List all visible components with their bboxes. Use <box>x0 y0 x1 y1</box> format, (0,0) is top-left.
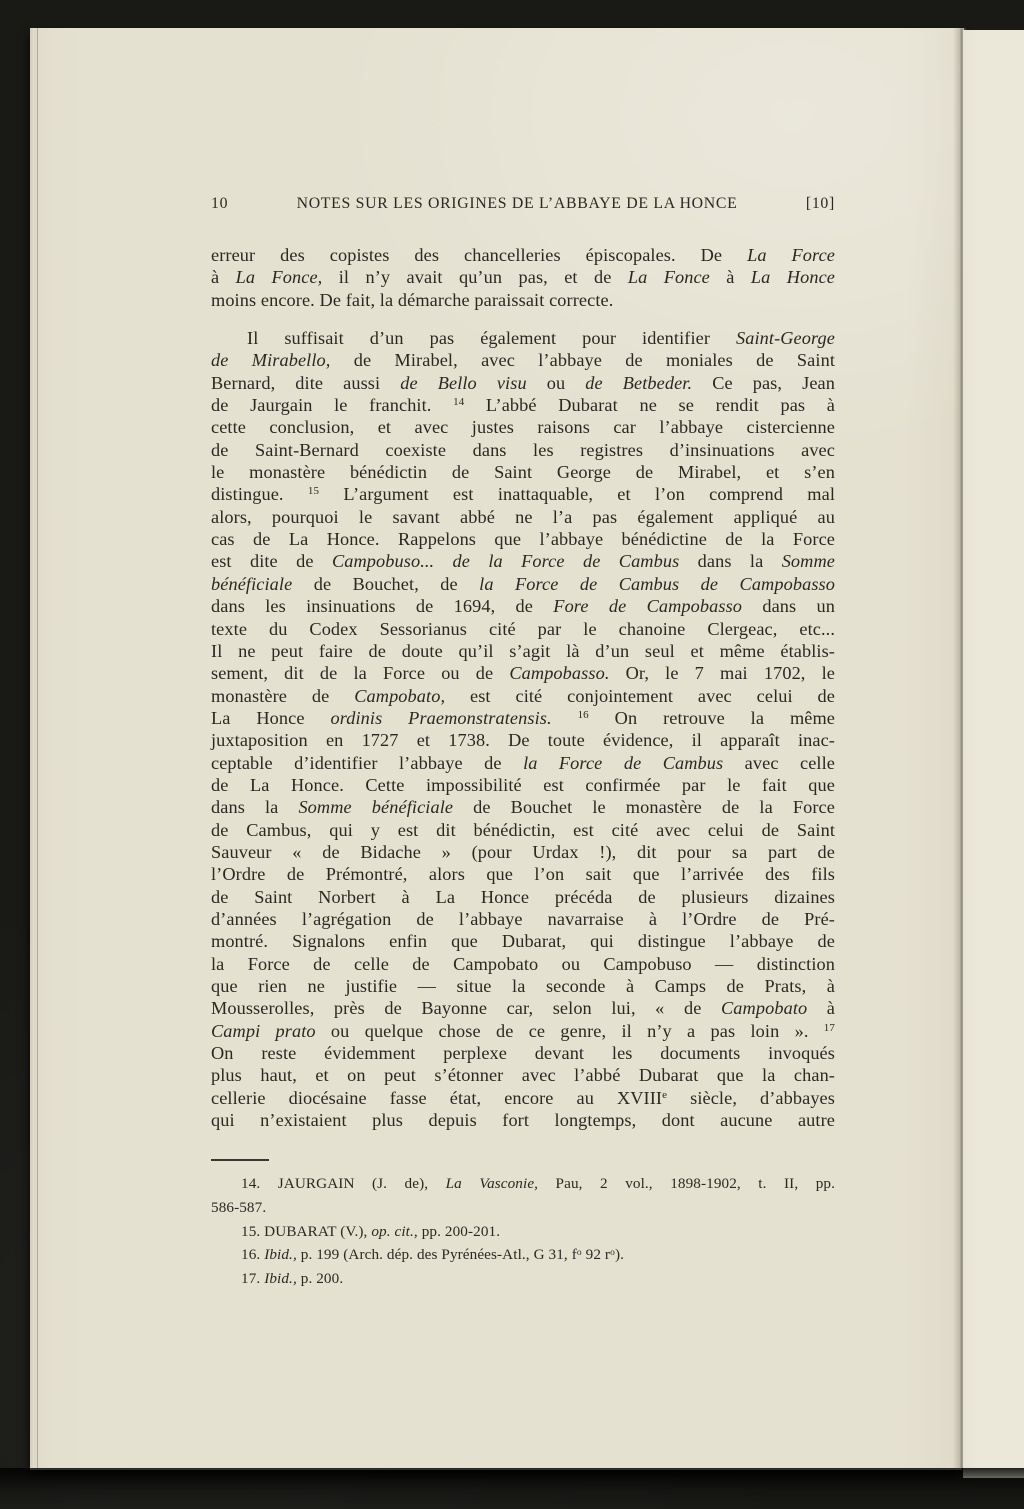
text-segment: siècle, d’abbayes <box>667 1087 835 1108</box>
text-segment: la Force de Cambus <box>523 752 724 773</box>
text-segment: l’Ordre de Prémontré, alors que l’on sait que l’arrivée des fils <box>211 864 835 885</box>
footnote-line <box>211 1243 835 1267</box>
text-line <box>211 528 835 550</box>
text-line <box>211 930 835 952</box>
text-segment: bénéficiale <box>211 573 293 594</box>
text-segment: qui n’existaient plus depuis fort longtemps, dont aucune autre <box>211 1110 835 1131</box>
footnote-line <box>211 1220 835 1244</box>
text-segment: plus haut, et on peut s’étonner avec l’abbé Dubarat que la chan- <box>211 1065 835 1086</box>
text-segment: L’abbé Dubarat ne se rendit pas à <box>464 395 835 416</box>
text-segment: Il ne peut faire de doute qu’il s’agit là d’un seul et même établis- <box>211 640 835 661</box>
text-segment: 16. <box>241 1246 265 1264</box>
text-segment: L’argument est inattaquable, et l’on comprend mal <box>319 484 835 505</box>
text-segment: Campi prato <box>211 1020 316 1041</box>
text-segment: Campobato <box>721 998 808 1019</box>
text-segment: Fore de Campobasso <box>553 596 743 617</box>
text-segment: de Saint-Bernard coexiste dans les registres d’insinuations avec <box>211 439 835 460</box>
text-segment: On retrouve la même <box>588 707 836 728</box>
text-line <box>211 394 835 416</box>
text-segment: distingue. <box>211 484 308 505</box>
text-line <box>211 349 835 371</box>
text-segment: de Bello visu <box>400 372 527 393</box>
text-segment: cette conclusion, et avec justes raisons car l’abbaye cistercienne <box>211 417 835 438</box>
text-segment: de La Honce. Cette impossibilité est confirmée par le fait que <box>211 774 835 795</box>
footnotes <box>211 1172 835 1290</box>
text-segment: Saint-George <box>735 328 835 349</box>
text-segment: Ibid., <box>264 1269 297 1287</box>
text-segment: Mousserolles, près de Bayonne car, selon lui, « de <box>211 998 722 1019</box>
text-segment: de Betbeder. <box>585 372 693 393</box>
text-segment: op. cit., <box>371 1222 418 1240</box>
text-line <box>211 729 835 751</box>
text-segment: est dite de <box>211 551 332 572</box>
header-title: NOTES SUR LES ORIGINES DE L’ABBAYE DE LA HONCE <box>296 195 738 212</box>
text-segment: Campobasso. <box>509 663 610 684</box>
text-line <box>211 439 835 461</box>
text-line <box>211 289 835 311</box>
text-line <box>211 863 835 885</box>
text-segment: On reste évidemment perplexe devant les documents invoqués <box>211 1043 835 1064</box>
text-segment: 17. <box>241 1269 265 1287</box>
text-segment: Somme <box>781 551 835 572</box>
text-segment: texte du Codex Sessorianus cité par le chanoine Clergeac, etc... <box>211 618 835 639</box>
text-segment: cellerie diocésaine fasse état, encore au XVIII <box>211 1087 663 1108</box>
page-content <box>211 194 835 1290</box>
text-segment: de Cambus, qui y est dit bénédictin, est cité avec celui de Saint <box>211 819 835 840</box>
text-line <box>211 886 835 908</box>
text-segment: de Mirabello, <box>211 350 331 371</box>
footnote-line <box>211 1172 835 1196</box>
text-segment: ou <box>526 372 586 393</box>
text-line <box>211 327 835 349</box>
text-line <box>211 244 835 266</box>
text-segment: 14. JAURGAIN (J. de), <box>241 1175 446 1193</box>
footnote-ref: 17 <box>823 1021 835 1034</box>
text-segment: La Honce <box>211 707 331 728</box>
text-segment: est cité conjointement avec celui de <box>445 685 835 706</box>
text-segment: Somme bénéficiale <box>298 797 454 818</box>
text-segment: p. 199 (Arch. dép. des Pyrénées-Atl., G 31, f <box>296 1246 577 1264</box>
text-line <box>211 997 835 1019</box>
text-segment: p. 200. <box>296 1269 344 1287</box>
text-line <box>211 266 835 288</box>
text-line <box>211 819 835 841</box>
text-segment: ). <box>614 1246 625 1264</box>
text-segment: de Saint Norbert à La Honce précéda de plusieurs dizaines <box>211 886 835 907</box>
footnote-line <box>211 1196 835 1220</box>
text-line <box>211 1064 835 1086</box>
text-segment: Campobato, <box>354 685 446 706</box>
text-segment: ceptable d’identifier l’abbaye de <box>211 752 524 773</box>
text-segment: avec celle <box>723 752 836 773</box>
text-segment: à <box>211 267 236 288</box>
text-segment: Ce pas, Jean <box>692 372 835 393</box>
text-line <box>211 461 835 483</box>
text-segment: de Bouchet le monastère de la Force <box>453 797 835 818</box>
text-segment: Campobuso... de la Force de Cambus <box>331 551 680 572</box>
text-segment: erreur des copistes des chancelleries épiscopales. De <box>211 245 748 265</box>
text-line <box>211 908 835 930</box>
footnote-ref: 16 <box>577 708 589 721</box>
text-segment: 92 r <box>581 1246 611 1264</box>
text-line <box>211 707 835 729</box>
text-line <box>211 372 835 394</box>
text-line <box>211 1042 835 1064</box>
text-segment: de Bouchet, de <box>292 573 480 594</box>
text-segment: de Jaurgain le franchit. <box>211 395 454 416</box>
text-segment: La Vasconie, <box>445 1175 539 1193</box>
text-segment: Pau, 2 vol., 1898-1902, t. II, pp. <box>538 1175 835 1193</box>
footnote-ref: 14 <box>453 396 465 409</box>
text-line <box>211 573 835 595</box>
page-bottom-shadow <box>0 1468 1024 1509</box>
footnote-ref: 15 <box>307 485 320 498</box>
text-line <box>211 483 835 505</box>
footnote-ref: e <box>662 1088 668 1101</box>
running-header <box>211 194 835 214</box>
text-segment: la Force de Cambus de Campobasso <box>479 573 835 594</box>
text-segment: sement, dit de la Force ou de <box>211 663 510 684</box>
text-segment: cas de La Honce. Rappelons que l’abbaye bénédictine de la Force <box>211 529 835 550</box>
text-segment: 15. DUBARAT (V.), <box>241 1222 372 1240</box>
footnote-rule <box>211 1159 269 1161</box>
text-segment: Ibid., <box>264 1246 297 1264</box>
text-line <box>211 550 835 572</box>
text-line <box>211 796 835 818</box>
text-line <box>211 975 835 997</box>
text-segment: le monastère bénédictin de Saint George de Mirabel, et s’en <box>211 462 835 483</box>
text-line <box>211 1087 835 1109</box>
page-stack-edge <box>37 28 38 1468</box>
page-stack-edge <box>33 28 34 1468</box>
text-segment: Il suffisait d’un pas également pour identifier <box>247 328 736 349</box>
body-text <box>211 244 835 1131</box>
text-segment: moins encore. De fait, la démarche paraissait correcte. <box>211 289 614 310</box>
text-line <box>211 1109 835 1131</box>
text-segment: Bernard, dite aussi <box>211 372 401 393</box>
text-segment: dans la <box>211 797 299 818</box>
text-line <box>211 1020 835 1042</box>
footnote-line <box>211 1267 835 1291</box>
next-page-edge <box>963 30 1024 1476</box>
text-line <box>211 774 835 796</box>
text-segment: monastère de <box>211 685 355 706</box>
text-segment <box>552 708 578 728</box>
text-segment: d’années l’agrégation de l’abbaye navarraise à l’Ordre de Pré- <box>211 908 835 929</box>
text-segment: alors, pourquoi le savant abbé ne l’a pas également appliqué au <box>211 506 835 527</box>
text-segment: La Honce <box>750 267 835 288</box>
text-line <box>211 416 835 438</box>
text-line <box>211 685 835 707</box>
text-line <box>211 841 835 863</box>
text-segment: ou quelque chose de ce genre, il n’y a pas loin ». <box>315 1020 824 1041</box>
footnote-ref: o <box>610 1248 615 1259</box>
text-line <box>211 618 835 640</box>
text-line <box>211 662 835 684</box>
text-segment: à <box>807 998 836 1019</box>
text-segment: dans les insinuations de 1694, de <box>211 596 554 617</box>
text-segment: Sauveur « de Bidache » (pour Urdax !), dit pour sa part de <box>211 841 835 862</box>
text-segment: pp. 200-201. <box>417 1222 501 1240</box>
text-segment: ordinis Praemonstratensis. <box>330 707 552 728</box>
footnote-ref: o <box>576 1248 582 1259</box>
text-segment: Or, le 7 mai 1702, le <box>609 663 835 684</box>
text-segment: de Mirabel, avec l’abbaye de moniales de Saint <box>330 350 835 371</box>
text-segment: 586-587. <box>211 1199 267 1216</box>
text-line <box>211 595 835 617</box>
text-segment: montré. Signalons enfin que Dubarat, qui distingue l’abbaye de <box>211 931 835 952</box>
text-segment: que rien ne justifie — situe la seconde à Camps de Prats, à <box>211 976 835 996</box>
text-segment: La Force <box>747 245 835 265</box>
text-segment: juxtaposition en 1727 et 1738. De toute évidence, il apparaît inac- <box>211 730 835 751</box>
bracket-page-number: [10] <box>805 195 835 212</box>
text-line <box>211 953 835 975</box>
text-line <box>211 640 835 662</box>
text-segment: dans un <box>742 596 835 617</box>
page-number: 10 <box>211 195 229 212</box>
text-segment: La Fonce <box>627 267 710 288</box>
book-page <box>30 28 962 1468</box>
text-segment: il n’y avait qu’un pas, et de <box>322 267 628 288</box>
text-segment: à <box>709 267 751 288</box>
text-line <box>211 752 835 774</box>
text-segment: La Fonce, <box>235 267 323 288</box>
text-segment: dans la <box>679 551 782 572</box>
text-line <box>211 506 835 528</box>
text-segment: la Force de celle de Campobato ou Campobuso — distinction <box>211 953 835 974</box>
